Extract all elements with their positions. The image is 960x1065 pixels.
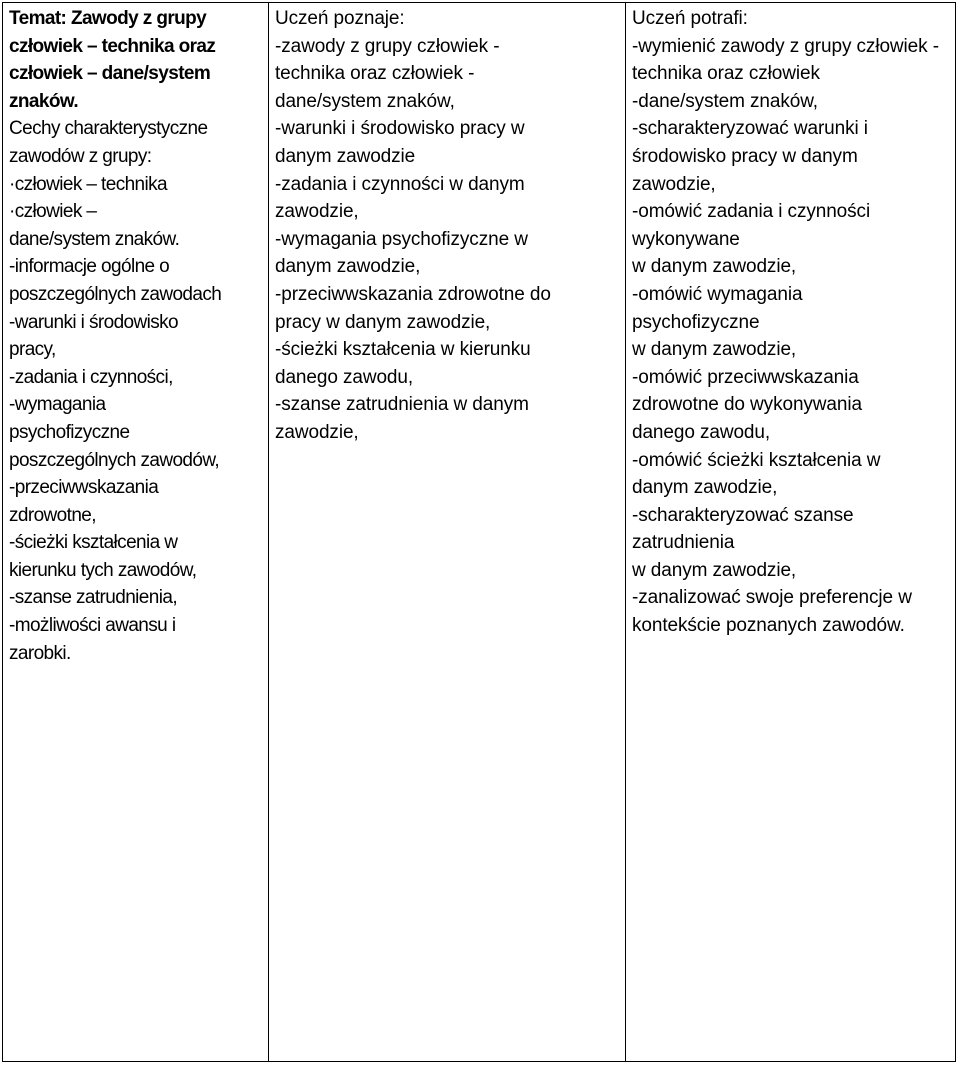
curriculum-table (2, 2, 956, 1062)
topic-content (9, 115, 262, 667)
skills-line: w danym zawodzie, (632, 256, 797, 278)
topic-content-line: dane/system znaków. (9, 228, 180, 250)
skills-line: -scharakteryzować warunki i (632, 118, 868, 140)
skills-line: w danym zawodzie, (632, 339, 797, 361)
skills-line: -omówić ścieżki kształcenia w (632, 449, 881, 471)
skills-line: danego zawodu, (632, 421, 771, 443)
skills-line: psychofizyczne (632, 311, 760, 333)
knowledge-line: zawodzie, (275, 201, 359, 223)
topic-title (9, 5, 262, 115)
skills-line: -omówić przeciwwskazania (632, 366, 859, 388)
topic-content-line: Cechy charakterystyczne (9, 118, 208, 140)
knowledge-cell (269, 3, 626, 1062)
topic-content-line: ·człowiek – (9, 201, 97, 223)
topic-content-line: -szanse zatrudnienia, (9, 587, 178, 609)
skills-cell (626, 3, 956, 1062)
topic-content-line: zawodów z grupy: (9, 145, 152, 167)
topic-content-line: psychofizyczne (9, 421, 130, 443)
skills-line: zawodzie, (632, 173, 716, 195)
topic-content-line: -przeciwwskazania (9, 477, 159, 499)
knowledge-line: pracy w danym zawodzie, (275, 311, 491, 333)
topic-content-line: -warunki i środowisko (9, 311, 179, 333)
knowledge-line: Uczeń poznaje: (275, 8, 405, 29)
topic-title-line: Temat: Zawody z grupy (9, 8, 207, 29)
skills-line: Uczeń potrafi: (632, 8, 748, 29)
topic-content-line: -zadania i czynności, (9, 366, 173, 388)
knowledge-line: -przeciwwskazania zdrowotne do (275, 283, 551, 305)
knowledge-line: -warunki i środowisko pracy w (275, 118, 525, 140)
skills-line: -scharakteryzować szanse (632, 504, 854, 526)
topic-content-line: kierunku tych zawodów, (9, 559, 197, 581)
topic-content-line: poszczególnych zawodach (9, 283, 222, 305)
topic-title-line: człowiek – technika oraz (9, 35, 216, 57)
topic-title-line: człowiek – dane/system (9, 63, 211, 85)
skills-line: -zanalizować swoje preferencje w (632, 587, 912, 609)
knowledge-line: -zawody z grupy człowiek - (275, 35, 500, 57)
skills-line: środowisko pracy w danym (632, 145, 858, 167)
topic-content-line: poszczególnych zawodów, (9, 449, 220, 471)
knowledge-line: danym zawodzie (275, 145, 416, 167)
skills-line: wykonywane (632, 228, 740, 250)
skills-line: -wymienić zawody z grupy człowiek - (632, 35, 939, 57)
topic-content-line: zarobki. (9, 642, 71, 664)
topic-content-line: pracy, (9, 339, 56, 361)
skills-line: -omówić wymagania (632, 283, 803, 305)
knowledge-line: -zadania i czynności w danym (275, 173, 525, 195)
skills-line: -dane/system znaków, (632, 90, 818, 112)
knowledge-line: dane/system znaków, (275, 90, 455, 112)
topic-content-line: -wymagania (9, 394, 106, 416)
skills-line: kontekście poznanych zawodów. (632, 615, 905, 637)
skills-line: danym zawodzie, (632, 477, 778, 499)
knowledge-line: -szanse zatrudnienia w danym (275, 394, 529, 416)
skills-line: technika oraz człowiek (632, 63, 820, 85)
knowledge-line: zawodzie, (275, 421, 359, 443)
table-row (3, 3, 956, 1062)
skills-line: zatrudnienia (632, 532, 735, 554)
skills-line: w danym zawodzie, (632, 559, 797, 581)
knowledge-line: technika oraz człowiek - (275, 63, 475, 85)
skills-line: -omówić zadania i czynności (632, 201, 871, 223)
skills-line: zdrowotne do wykonywania (632, 394, 862, 416)
topic-content-line: -ścieżki kształcenia w (9, 532, 178, 554)
topic-content-line: -informacje ogólne o (9, 256, 170, 278)
topic-title-line: znaków. (9, 90, 78, 112)
topic-content-line: zdrowotne, (9, 504, 96, 526)
knowledge-line: -ścieżki kształcenia w kierunku (275, 339, 531, 361)
knowledge-line: danego zawodu, (275, 366, 414, 388)
topic-content-line: -możliwości awansu i (9, 615, 176, 637)
knowledge-line: danym zawodzie, (275, 256, 421, 278)
topic-cell (3, 3, 269, 1062)
knowledge-line: -wymagania psychofizyczne w (275, 228, 528, 250)
topic-content-line: ·człowiek – technika (9, 173, 168, 195)
